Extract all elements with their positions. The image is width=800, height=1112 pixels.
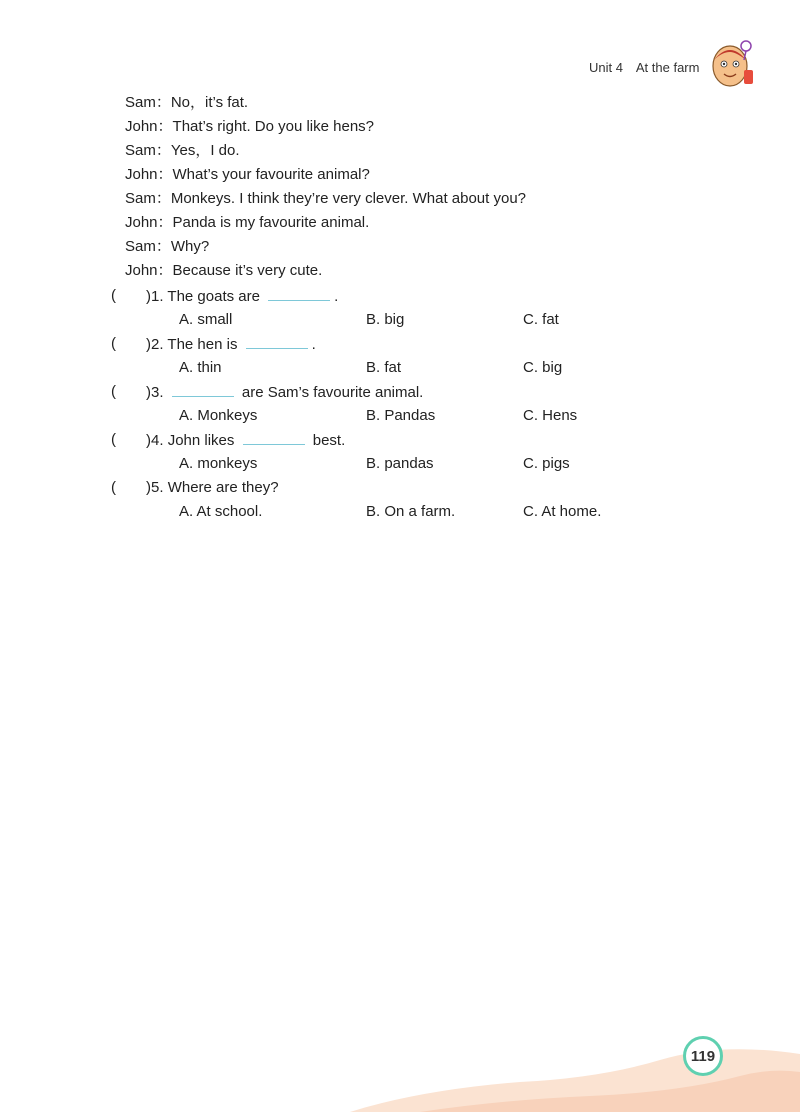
option-c: C. pigs <box>523 455 570 472</box>
page-number: 119 <box>683 1036 723 1076</box>
dialogue-line: John：Because it’s very cute. <box>125 262 323 279</box>
answer-blank[interactable] <box>243 430 305 445</box>
option-b: B. big <box>366 311 405 328</box>
dialogue-line: John：What’s your favourite animal? <box>125 166 370 183</box>
dialogue-line: John：Panda is my favourite animal. <box>125 214 370 231</box>
dialogue-line: Sam：Why? <box>125 238 210 255</box>
question-number: )1. <box>146 288 164 305</box>
question-number: )3. <box>146 384 164 401</box>
option-c: C. Hens <box>523 407 578 424</box>
question-text-after: are Sam’s favourite animal. <box>241 384 424 401</box>
unit-title: At the farm <box>635 60 700 75</box>
answer-blank[interactable] <box>246 334 308 349</box>
option-c: C. fat <box>523 311 559 328</box>
question-2 <box>146 334 316 355</box>
dialogue-line: John：That’s right. Do you like hens? <box>125 118 375 135</box>
footer-wave-decoration <box>0 1020 800 1112</box>
question-5 <box>146 478 279 498</box>
page-header <box>589 60 699 75</box>
answer-paren[interactable]: ( <box>111 287 116 304</box>
question-text: The goats are <box>167 288 260 305</box>
answer-paren[interactable]: ( <box>111 335 116 352</box>
option-a: A. small <box>179 311 233 328</box>
question-4 <box>146 430 345 451</box>
option-b: B. pandas <box>366 455 434 472</box>
question-number: )4. <box>146 432 164 449</box>
question-text: The hen is <box>167 336 238 353</box>
option-c: C. big <box>523 359 563 376</box>
option-b: B. Pandas <box>366 407 436 424</box>
question-number: )2. <box>146 336 164 353</box>
answer-blank[interactable] <box>172 382 234 397</box>
question-number: )5. <box>146 479 164 496</box>
option-a: A. thin <box>179 359 222 376</box>
answer-blank[interactable] <box>268 286 330 301</box>
dialogue-line: Sam：Yes，I do. <box>125 142 240 159</box>
unit-label: Unit 4 <box>589 60 623 75</box>
option-b: B. fat <box>366 359 402 376</box>
dialogue-line: Sam：No，it’s fat. <box>125 94 249 111</box>
question-text-after: . <box>334 288 339 305</box>
question-1 <box>146 286 338 307</box>
option-a: A. Monkeys <box>179 407 258 424</box>
option-a: A. At school. <box>179 503 263 520</box>
answer-paren[interactable]: ( <box>111 431 116 448</box>
option-a: A. monkeys <box>179 455 258 472</box>
question-text-after: . <box>311 336 316 353</box>
dialogue-line: Sam：Monkeys. I think they’re very clever. What about you? <box>125 190 527 207</box>
question-text: John likes <box>167 432 235 449</box>
answer-paren[interactable]: ( <box>111 479 116 496</box>
question-text-after: best. <box>312 432 346 449</box>
mascot-icon <box>706 34 758 92</box>
option-b: B. On a farm. <box>366 503 456 520</box>
question-3 <box>146 382 423 403</box>
answer-paren[interactable]: ( <box>111 383 116 400</box>
question-text: Where are they? <box>167 479 279 496</box>
option-c: C. At home. <box>523 503 602 520</box>
